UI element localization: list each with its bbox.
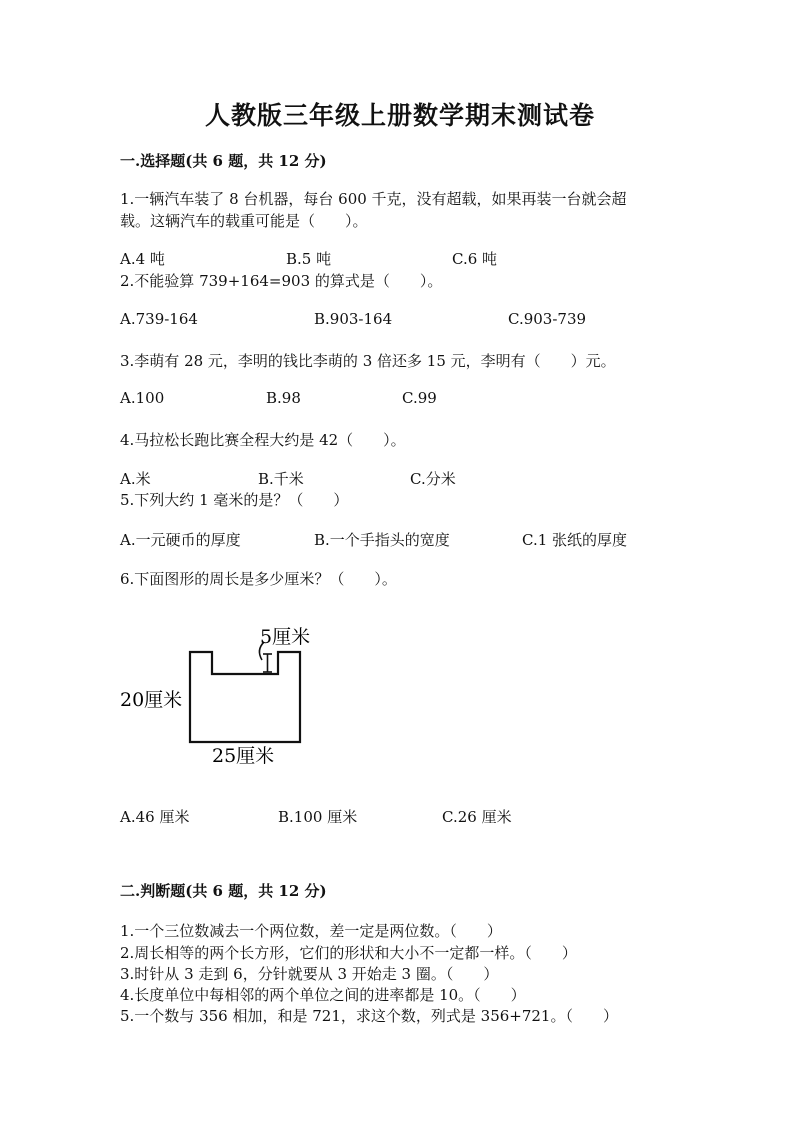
question-4-option-b: B.千米 (258, 470, 304, 488)
judgement-item-3: 3.时针从 3 走到 6，分针就要从 3 开始走 3 圈。（ ） (120, 965, 499, 983)
question-2: 2.不能验算 739+164=903 的算式是（ ）。 (120, 272, 443, 290)
judgement-item-1: 1.一个三位数减去一个两位数，差一定是两位数。（ ） (120, 922, 502, 940)
question-3-option-c: C.99 (402, 389, 437, 407)
judgement-item-5: 5.一个数与 356 相加，和是 721，求这个数，列式是 356+721。（ ） (120, 1007, 618, 1025)
question-6-option-b: B.100 厘米 (278, 808, 358, 826)
judgement-item-4: 4.长度单位中每相邻的两个单位之间的进率都是 10。（ ） (120, 986, 526, 1004)
figure-left-label: 20厘米 (120, 689, 183, 711)
question-6-option-a: A.46 厘米 (120, 808, 190, 826)
question-2-option-b: B.903-164 (314, 310, 393, 328)
question-4-option-c: C.分米 (410, 470, 456, 488)
question-5: 5.下列大约 1 毫米的是？（ ） (120, 491, 349, 509)
figure-outline (190, 652, 300, 742)
question-1-option-c: C.6 吨 (452, 250, 498, 268)
question-6: 6.下面图形的周长是多少厘米？（ ）。 (120, 570, 397, 588)
question-2-option-a: A.739-164 (120, 310, 198, 328)
question-3-option-a: A.100 (120, 389, 165, 407)
question-3-option-b: B.98 (266, 389, 301, 407)
question-1-option-a: A.4 吨 (120, 250, 165, 268)
question-4: 4.马拉松长跑比赛全程大约是 42（ ）。 (120, 431, 406, 449)
question-6-option-c: C.26 厘米 (442, 808, 512, 826)
figure-bottom-label: 25厘米 (212, 745, 275, 767)
question-5-option-a: A.一元硬币的厚度 (120, 531, 241, 549)
section-heading-choice: 一.选择题(共 6 题，共 12 分) (120, 152, 327, 170)
question-1-line-2: 载。这辆汽车的载重可能是（ ）。 (120, 212, 368, 230)
page-title: 人教版三年级上册数学期末测试卷 (204, 101, 595, 130)
question-5-option-b: B.一个手指头的宽度 (314, 531, 450, 549)
section-heading-judgement: 二.判断题(共 6 题，共 12 分) (120, 882, 327, 900)
figure-top-label: 5厘米 (260, 626, 311, 648)
question-4-option-a: A.米 (120, 470, 151, 488)
question-3: 3.李萌有 28 元，李明的钱比李萌的 3 倍还多 15 元，李明有（ ）元。 (120, 352, 616, 370)
question-1-line-1: 1.一辆汽车装了 8 台机器，每台 600 千克，没有超载，如果再装一台就会超 (120, 190, 627, 208)
question-1-option-b: B.5 吨 (286, 250, 332, 268)
judgement-item-2: 2.周长相等的两个长方形，它们的形状和大小不一定都一样。（ ） (120, 944, 577, 962)
perimeter-figure (110, 616, 340, 776)
question-2-option-c: C.903-739 (508, 310, 587, 328)
question-5-option-c: C.1 张纸的厚度 (522, 531, 628, 549)
